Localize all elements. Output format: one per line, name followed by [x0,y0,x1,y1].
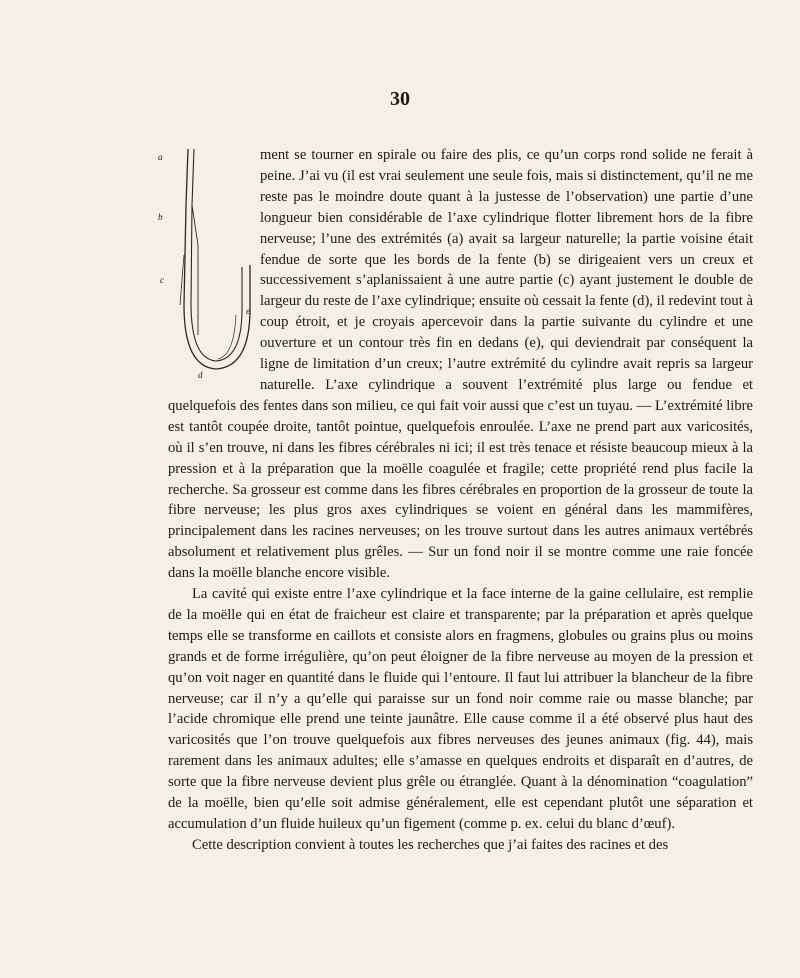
figure-label-c: c [160,275,164,285]
axis-cylinder-drawing [158,145,254,377]
paragraph-1 [158,145,753,584]
paragraph-3: Cette description convient à toutes les recherches que j’ai faites des racines et des [192,836,669,853]
figure-label-a: a [158,152,163,162]
paragraph-1-text: ment se tourner en spirale ou faire des plis, ce qu’un corps rond solide ne ferait à peine. J’ai vu (il est vrai seulement une seule fois, mais si distinctement, qu’il ne me reste pas le moindre doute quant à la justesse de l’observation) une partie d’une longueur bien considérable de l’axe cylindrique flotter librement hors de la fibre nerveuse; l’une des extrémités (a) avait sa largeur naturelle; la partie voisine était fendue de sorte que les bords de la fente (b) se dirigeaient vers un creux et successivement s’aplanissaient à une autre partie (c) ayant justement le double de largeur du reste de l’axe cylindrique; ensuite où cessait la fente (d), il redevint tout à coup étroit, et je croyais apercevoir dans la partie suivante du cylindre et une ouverture et un contour très fin en dedans (e), qui deviendrait par conséquent la ligne de limitation d’un creux; l’autre extrémité du cylindre avait repris sa largeur naturelle. L’axe cylindrique a souvent l’extrémité plus large ou fendue et quelquefois des fentes dans son milieu, ce qui fait voir aussi que c’est un tuyau. — L’extrémité libre est tantôt coupée droite, tantôt pointue, quelquefois enroulée. L’axe ne prend part aux varicosités, où il s’en trouve, ni dans les fibres cérébrales ni ici; il est très tenace et résiste beaucoup mieux à la pression et à la préparation que la moëlle coagulée et fragile; cette propriété rend plus facile la recherche. Sa grosseur est comme dans les fibres cérébrales en proportion de la grosseur de toute la fibre nerveuse; les plus gros axes cylindriques se voient en général dans les mammifères, principalement dans les racines nerveuses; on les trouve surtout dans les autres animaux vertébrés absolument et relativement plus grêles. — Sur un fond noir il se montre comme une raie foncée dans la moëlle blanche encore visible. [168,147,753,582]
figure-label-d: d [198,370,203,380]
figure-label-b: b [158,212,163,222]
axis-cylinder-figure [158,145,254,380]
figure-label-e: e [246,306,250,316]
paragraph-2: La cavité qui existe entre l’axe cylindrique et la face interne de la gaine cellulaire, est remplie de la moëlle qui en état de fraicheur est claire et transparente; par la préparation et après quelque temps elle se transforme en caillots et consiste alors en fragmens, globules ou grains plus ou moins grands et de forme irrégulière, qu’on peut éloigner de la fibre nerveuse au moyen de la pression et qu’on voit nager en quantité dans le fluide qui l’entoure. Il faut lui attribuer la blancheur de la fibre nerveuse; car il n’y a qu’elle qui paraisse sur un fond noir comme raie ou masse blanche; par l’acide chromique elle prend une teinte jaunâtre. Elle cause comme il a été observé plus haut des varicosités que l’on trouve quelquefois aux fibres nerveuses des jeunes animaux (fig. 44), mais rarement dans les animaux adultes; elle s’amasse en quelques endroits et disparaît en d’autres, de sorte que la fibre nerveuse devient plus grêle ou étranglée. Quant à la dénomination “coagulation” de la moëlle, bien qu’elle soit admise généralement, elle est cependant plutôt une séparation et accumulation d’un fluide huileux qu’un figement (comme p. ex. celui du blanc d’œuf). [168,586,753,832]
page-number: 30 [390,88,410,110]
body-text [158,145,753,856]
